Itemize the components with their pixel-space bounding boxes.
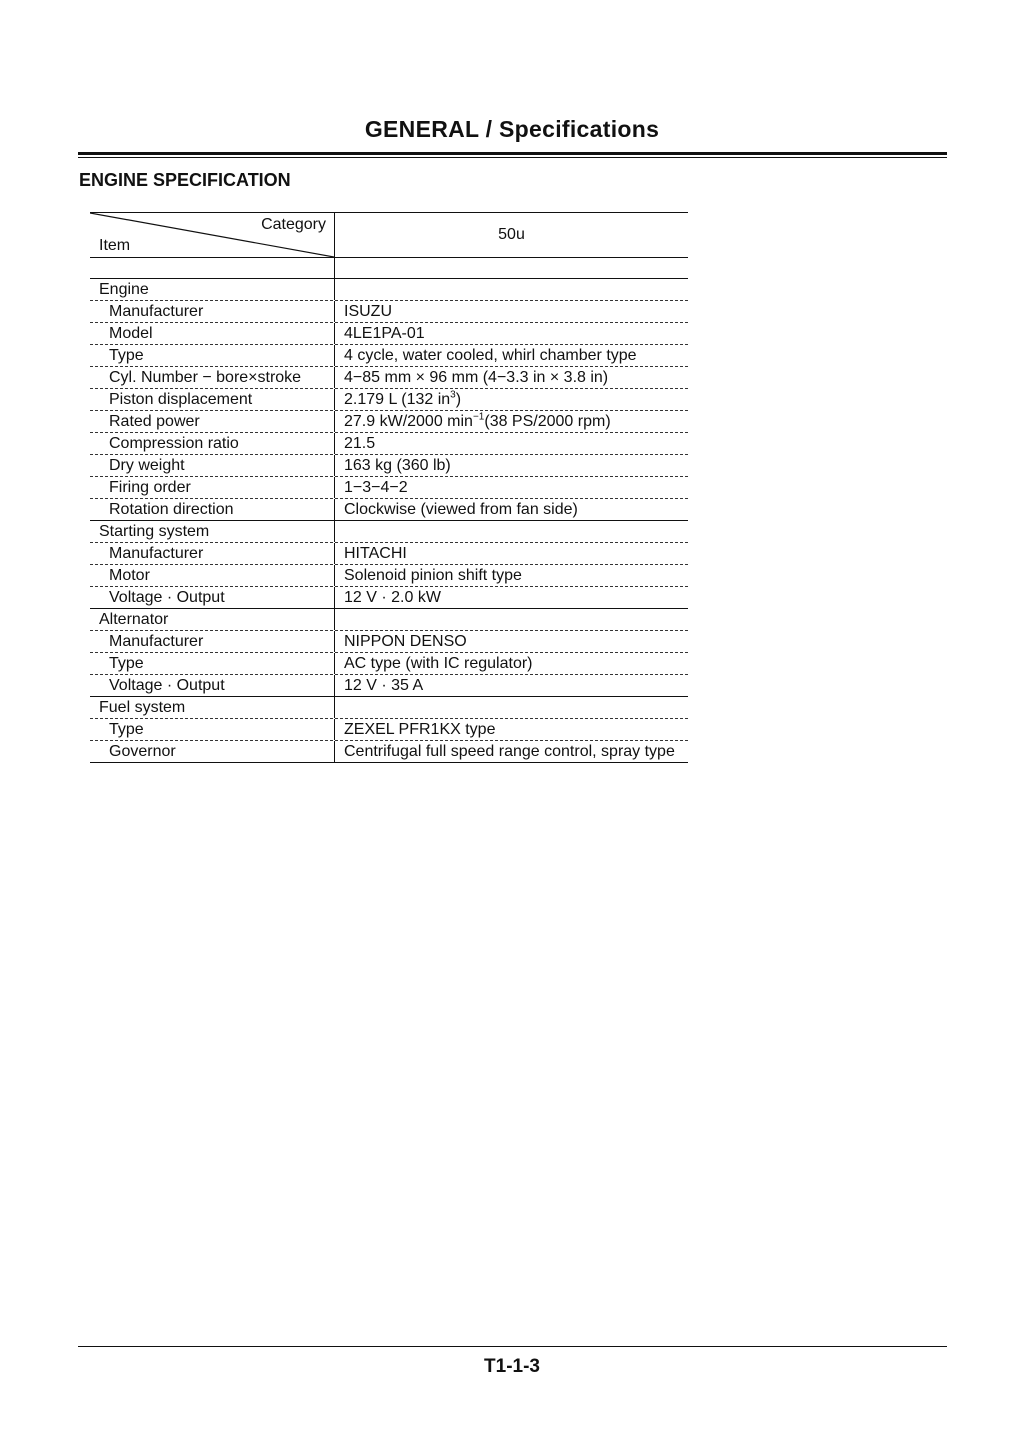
engine-spec-table	[90, 212, 688, 763]
table-row	[90, 367, 688, 389]
row-label: Type	[109, 347, 144, 364]
row-value: AC type (with IC regulator)	[334, 653, 688, 674]
row-label: Voltage · Output	[109, 589, 225, 606]
table-row	[90, 411, 688, 433]
row-label: Model	[109, 325, 153, 342]
table-row	[90, 433, 688, 455]
row-label: Manufacturer	[109, 545, 204, 562]
row-value	[334, 609, 688, 630]
row-label: Engine	[99, 281, 149, 298]
table-row	[90, 631, 688, 653]
row-label: Compression ratio	[109, 435, 239, 452]
table-row	[90, 565, 688, 587]
row-label: Manufacturer	[109, 633, 204, 650]
row-value-superscript: 3	[450, 389, 456, 401]
header-rule-thin	[78, 157, 947, 158]
row-value: Clockwise (viewed from fan side)	[334, 499, 688, 520]
table-row	[90, 741, 688, 763]
table-row	[90, 675, 688, 697]
row-label: Fuel system	[99, 699, 186, 716]
row-label: Piston displacement	[109, 391, 253, 408]
header-model-column: 50u	[334, 213, 688, 257]
header-spacer-row	[90, 258, 688, 279]
row-label: Rotation direction	[109, 501, 234, 518]
table-row	[90, 455, 688, 477]
row-value	[334, 521, 688, 542]
row-label: Governor	[109, 743, 176, 760]
row-label: Manufacturer	[109, 303, 204, 320]
header-item-label: Item	[99, 237, 131, 254]
row-value-suffix: (38 PS/2000 rpm)	[484, 413, 611, 430]
table-row	[90, 389, 688, 411]
row-value: 21.5	[334, 433, 688, 454]
row-value: 4LE1PA-01	[334, 323, 688, 344]
table-row	[90, 719, 688, 741]
table-row	[90, 587, 688, 609]
table-row	[90, 543, 688, 565]
row-value: 12 V · 35 A	[334, 675, 688, 696]
table-row	[90, 697, 688, 719]
row-value: NIPPON DENSO	[334, 631, 688, 652]
row-value: Solenoid pinion shift type	[334, 565, 688, 586]
table-row	[90, 279, 688, 301]
row-value	[334, 279, 688, 300]
table-row	[90, 477, 688, 499]
section-title: ENGINE SPECIFICATION	[79, 170, 291, 190]
row-value: HITACHI	[334, 543, 688, 564]
row-value: ZEXEL PFR1KX type	[334, 719, 688, 740]
page-title: GENERAL / Specifications	[364, 116, 660, 142]
row-value	[334, 697, 688, 718]
table-row	[90, 609, 688, 631]
row-value-suffix: )	[455, 391, 462, 408]
row-label: Dry weight	[109, 457, 185, 474]
page-number: T1-1-3	[484, 1356, 540, 1377]
row-label: Type	[109, 721, 144, 738]
row-value: 1−3−4−2	[334, 477, 688, 498]
table-row	[90, 345, 688, 367]
row-label: Alternator	[99, 611, 169, 628]
table-row	[90, 301, 688, 323]
row-value: 4−85 mm × 96 mm (4−3.3 in × 3.8 in)	[334, 367, 688, 388]
row-label: Type	[109, 655, 144, 672]
row-value: 12 V · 2.0 kW	[334, 587, 688, 608]
table-row	[90, 653, 688, 675]
row-label: Motor	[109, 567, 150, 584]
table-row	[90, 323, 688, 345]
row-value: Centrifugal full speed range control, spray type	[334, 741, 688, 762]
table-row	[90, 499, 688, 521]
row-value	[334, 411, 688, 432]
row-value: 163 kg (360 lb)	[334, 455, 688, 476]
footer-rule	[78, 1346, 947, 1347]
table-body	[90, 279, 688, 763]
table-row	[90, 521, 688, 543]
row-label: Cyl. Number − bore×stroke	[109, 369, 302, 386]
row-label: Starting system	[99, 523, 210, 540]
row-label: Rated power	[109, 413, 200, 430]
row-value-superscript: −1	[472, 411, 485, 423]
row-label: Voltage · Output	[109, 677, 225, 694]
row-value	[334, 389, 688, 410]
row-value: 4 cycle, water cooled, whirl chamber type	[334, 345, 688, 366]
row-value: ISUZU	[334, 301, 688, 322]
table-header	[90, 212, 688, 258]
header-rule-thick	[78, 152, 947, 155]
row-value-text: 2.179 L (132 in	[344, 391, 451, 408]
row-label: Firing order	[109, 479, 191, 496]
row-value-text: 27.9 kW/2000 min	[344, 413, 473, 430]
header-category-label: Category	[261, 216, 326, 233]
